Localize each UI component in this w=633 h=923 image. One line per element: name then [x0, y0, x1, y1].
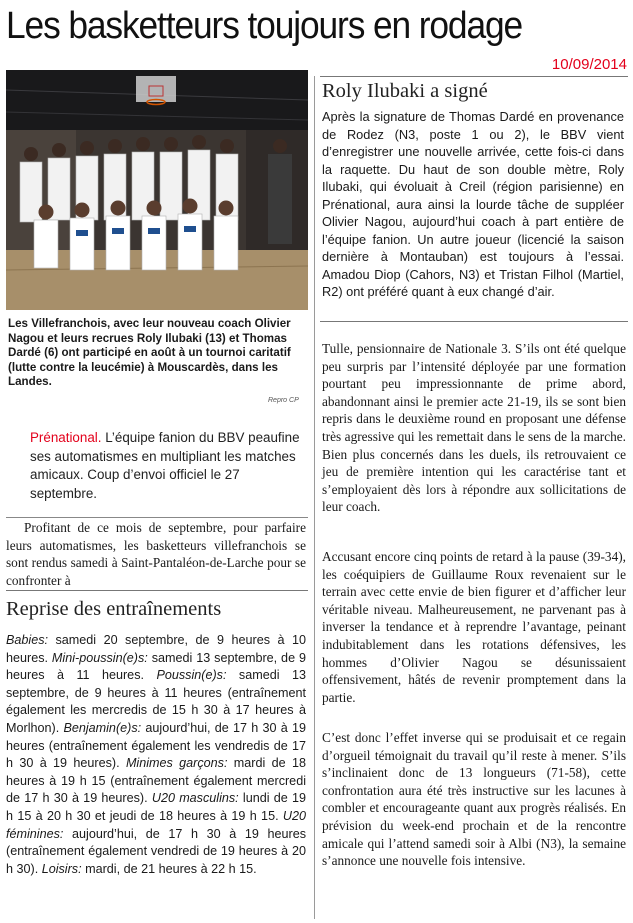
schedule-label: Benjamin(e)s: [63, 720, 142, 735]
schedule-label: Babies: [6, 633, 49, 647]
intro-paragraph: Profitant de ce mois de septembre, pour parfaire leurs automatismes, les basketteurs villefranchois se sont rendus samedi à Saint-Pantaléon-de-Larche pour se confronter à [6, 520, 306, 588]
photo-caption: Les Villefranchois, avec leur nouveau coach Olivier Nagou et leurs recrues Roly Ilubaki (13) et Thomas Dardé (6) ont participé en août à un tournoi caritatif (lutte contre la leucémie) à Mouscardès, dans les Landes. [8, 317, 291, 388]
schedule-text: lundi de 19 h 15 à 20 h 30 et jeudi de 18 heures à 19 h 15. [6, 791, 307, 823]
schedule-text: mardi de 18 heures à 19 h 15 (entraînement également mercredi de 17 h 30 à 19 heures). [6, 756, 306, 806]
schedule-title: Reprise des entraînements [6, 598, 222, 620]
divider [320, 76, 628, 77]
team-photo [6, 70, 308, 310]
schedule-text: samedi 13 septembre, de 9 heures à 11 heures. [6, 650, 306, 683]
schedule-label: Poussin(e)s: [156, 668, 227, 683]
article-paragraph: Accusant encore cinq points de retard à la pause (39-34), les coéquipiers de Guillaume Roux revenaient sur le terrain avec cette envie de bien figurer et d’afficher leur véritable niveau. Malheureusement, ne parvenant pas à inverser la tendance et à reprendre l’avantage, peinant indubitablement dans les rotations défensives, les hommes d’Olivier Nagou se désunissaient offensivement, hâtés de revenir promptement dans la partie. [322, 549, 626, 705]
schedule-label: Mini-poussin(e)s: [51, 650, 148, 665]
schedule-text: samedi 13 septembre, de 9 heures à 11 heures (entraînement également les mercredis de 15 h 30 à 17 heures à Morlhon). [6, 668, 306, 735]
sidebar-text: Après la signature de Thomas Dardé en provenance de Rodez (N3, poste 1 ou 2), le BBV vient d’enregistrer une nouvelle arrivée, cette fois-ci dans la raquette. Du haut de son double mètre, Roly Ilubaki, qui évoluait à Creil (région parisienne) en Prénational, aura ainsi la lourde tâche de suppléer Olivier Nagou, aujourd’hui coach à part entière de l’équipe fanion. Un autre joueur (licencié la saison dernière à Montauban) est toujours à l’essai. Amadou Diop (Cahors, N3) et Tristan Filhol (Martiel, R2) ont préféré quant à eux changé d’air. [322, 109, 624, 299]
lead-text: L’équipe fanion du BBV peaufine ses automatismes en multipliant les matches amicaux. Coup d’envoi officiel le 27 septembre. [30, 430, 300, 502]
schedule-label: Minimes garçons: [125, 756, 228, 771]
schedule-list [6, 632, 306, 878]
schedule-label: Loisirs: [41, 861, 82, 876]
divider [6, 517, 308, 518]
divider [6, 590, 308, 591]
article-paragraph: C’est donc l’effet inverse qui se produisait et ce regain d’orgueil témoignait du travail qu’il reste à mener. S’ils s’inclinaient donc de 13 longueurs (71-58), cette confrontation aura été très instructive sur les lacunes à combler et encourageante quant aux progrès réalisés. En prévision du week-end prochain et de la rencontre amicale qui l’attend samedi soir à Albi (N3), la semaine s’annonce une nouvelle fois intensive. [322, 730, 626, 869]
column-divider [314, 76, 315, 919]
schedule-text: mardi, de 21 heures à 22 h 15. [81, 861, 257, 876]
publication-date: 10/09/2014 [551, 56, 627, 73]
lead-paragraph [30, 429, 300, 504]
schedule-text: aujourd’hui, de 17 h 30 à 19 heures (entraînement également vendredi de 19 heures à 20 h 30). [6, 826, 306, 876]
schedule-label: U20 féminines: [6, 808, 306, 841]
divider [320, 321, 628, 322]
team-photo-illustration [6, 70, 308, 310]
sidebar-title: Roly Ilubaki a signé [322, 80, 488, 102]
schedule-text: samedi 20 septembre, de 9 heures à 10 heures. [6, 633, 306, 665]
headline: Les basketteurs toujours en rodage [6, 5, 523, 47]
photo-credit: Repro CP [268, 397, 299, 404]
schedule-label: U20 masculins: [151, 791, 239, 806]
article-paragraph: Tulle, pensionnaire de Nationale 3. S’ils ont été quelque peu surpris par l’intensité déployée par une formation pourtant peu impressionnante de prime abord, abandonnant ainsi le premier acte 21-19, ils se sont bien repris dans le deuxième round en proposant une défense très agressive qui les remettait dans le sens de la marche. Bien plus concernés dans les duels, ils retrouvaient ce jeu de première intention qui les caractérise tant et s’employaient dès lors à répondre aux sollicitations de leur coach. [322, 341, 626, 515]
lead-kicker: Prénational. [30, 430, 102, 445]
schedule-text: aujourd’hui, de 17 h 30 à 19 heures (entraînement également les vendredis de 17 h 30 à 19 heures). [6, 720, 306, 771]
